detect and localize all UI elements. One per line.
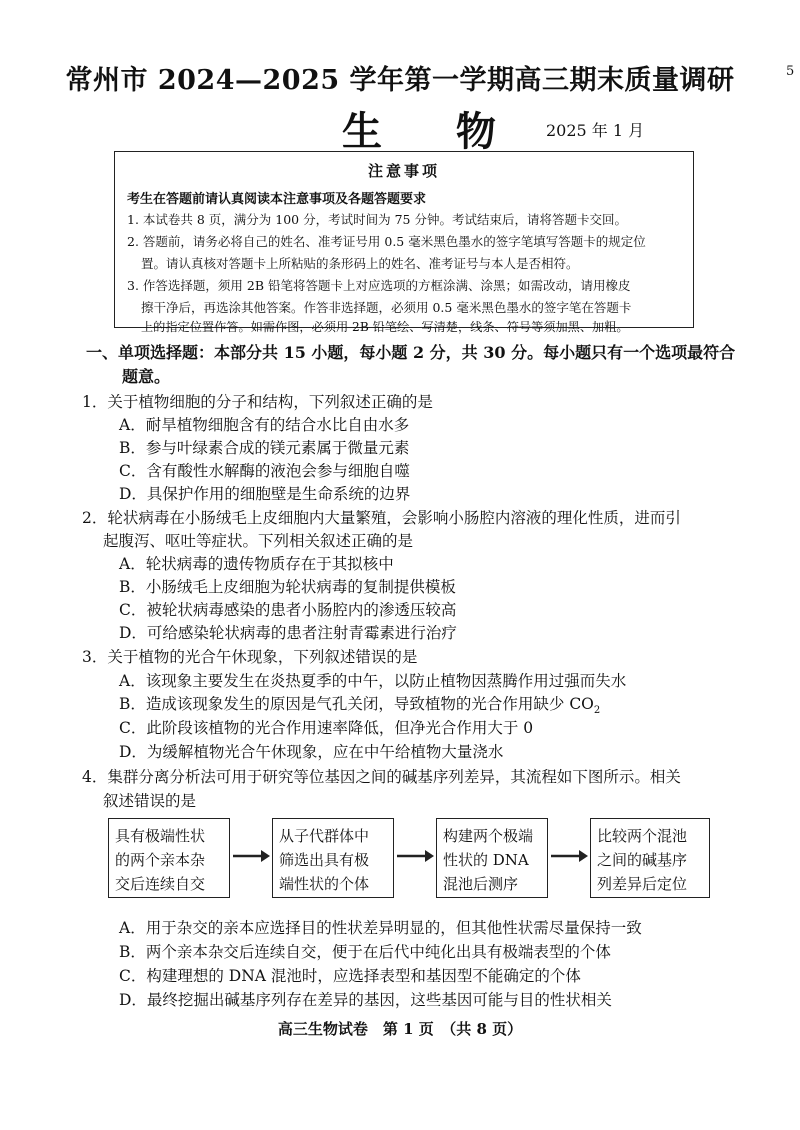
question-4-option-a: A．用于杂交的亲本应选择目的性状差异明显的，但其他性状需尽量保持一致 [119, 919, 642, 937]
section-heading: 一、单项选择题：本部分共 15 小题，每小题 2 分，共 30 分。每小题只有一个选项最符合 [86, 343, 736, 362]
flow-step-4 [590, 818, 710, 898]
exam-date: 2025 年 1 月 [546, 121, 645, 140]
flow-step-3-line: 混池后测序 [443, 875, 519, 893]
question-2-stem: 2．轮状病毒在小肠绒毛上皮细胞内大量繁殖，会影响小肠腔内溶液的理化性质，进而引 [82, 509, 681, 527]
flow-step-1 [108, 818, 230, 898]
question-4-option-c: C．构建理想的 DNA 混池时，应选择表型和基因型不能确定的个体 [119, 967, 581, 985]
flow-step-4-line: 之间的碱基序 [597, 851, 688, 869]
flow-step-1-line: 的两个亲本杂 [115, 851, 206, 869]
notice-line: 2. 答题前，请务必将自己的姓名、准考证号用 0.5 毫米黑色墨水的签字笔填写答题卡的规定位 [127, 234, 646, 249]
flow-arrow-1 [231, 846, 271, 866]
flow-step-1-line: 交后连续自交 [115, 875, 206, 893]
question-1-option-d: D．具保护作用的细胞壁是生命系统的边界 [119, 485, 411, 503]
flow-step-2-line: 筛选出具有极 [279, 851, 370, 869]
subscript: 2 [593, 705, 601, 717]
page-corner-mark: 5 [786, 64, 795, 79]
question-3-option-b [119, 692, 600, 716]
flow-step-3-line: 性状的 DNA [443, 851, 529, 869]
section-heading-cont: 题意。 [122, 367, 171, 386]
flow-step-2-line: 端性状的个体 [279, 875, 370, 893]
question-4-stem: 4．集群分离分析法可用于研究等位基因之间的碱基序列差异，其流程如下图所示。相关 [82, 768, 681, 786]
question-1-option-c: C．含有酸性水解酶的液泡会参与细胞自噬 [119, 462, 410, 480]
flow-step-4-line: 列差异后定位 [597, 875, 688, 893]
question-3-stem: 3．关于植物的光合午休现象，下列叙述错误的是 [82, 648, 418, 666]
flow-step-3-line: 构建两个极端 [443, 827, 534, 845]
question-4-option-d: D．最终挖掘出碱基序列存在差异的基因，这些基因可能与目的性状相关 [119, 991, 612, 1009]
question-2-option-a: A．轮状病毒的遗传物质存在于其拟核中 [119, 555, 394, 573]
notice-line: 擦干净后，再选涂其他答案。作答非选择题，必须用 0.5 毫米黑色墨水的签字笔在答题卡 [141, 300, 632, 315]
option-text: B．造成该现象发生的原因是气孔关闭，导致植物的光合作用缺少 CO [119, 695, 594, 713]
flow-step-3 [436, 818, 548, 898]
question-1-stem: 1．关于植物细胞的分子和结构，下列叙述正确的是 [82, 393, 433, 411]
notice-line: 1. 本试卷共 8 页，满分为 100 分，考试时间为 75 分钟。考试结束后，请将答题卡交回。 [127, 212, 627, 227]
question-2-option-d: D．可给感染轮状病毒的患者注射青霉素进行治疗 [119, 624, 457, 642]
question-3-option-d: D．为缓解植物光合午休现象，应在中午给植物大量浇水 [119, 743, 504, 761]
flow-step-2-line: 从子代群体中 [279, 827, 370, 845]
subject-heading: 生 物 [342, 108, 526, 155]
page-footer: 高三生物试卷 第 1 页 （共 8 页） [277, 1020, 523, 1038]
question-3-option-a: A．该现象主要发生在炎热夏季的中午，以防止植物因蒸腾作用过强而失水 [119, 672, 627, 690]
notice-box [114, 151, 694, 334]
question-2-option-c: C．被轮状病毒感染的患者小肠腔内的渗透压较高 [119, 601, 457, 619]
notice-heading: 注意事项 [367, 162, 440, 180]
question-3-option-c: C．此阶段该植物的光合作用速率降低，但净光合作用大于 0 [119, 719, 534, 737]
notice-line: 置。请认真核对答题卡上所粘贴的条形码上的姓名、准考证号与本人是否相符。 [141, 256, 579, 271]
question-2-stem-cont: 起腹泻、呕吐等症状。下列相关叙述正确的是 [103, 532, 414, 550]
question-1-option-b: B．参与叶绿素合成的镁元素属于微量元素 [119, 439, 410, 457]
flow-step-2 [272, 818, 394, 898]
question-2-option-b: B．小肠绒毛上皮细胞为轮状病毒的复制提供模板 [119, 578, 456, 596]
notice-line: 3. 作答选择题，须用 2B 铅笔将答题卡上对应选项的方框涂满、涂黑；如需改动，请用橡皮 [127, 278, 631, 293]
flow-step-4-line: 比较两个混池 [597, 827, 688, 845]
flow-arrow-3 [549, 846, 589, 866]
exam-title: 常州市 2024—2025 学年第一学期高三期末质量调研 [65, 65, 735, 96]
flow-arrow-2 [395, 846, 435, 866]
notice-intro: 考生在答题前请认真阅读本注意事项及各题答题要求 [127, 192, 427, 207]
question-1-option-a: A．耐旱植物细胞含有的结合水比自由水多 [119, 416, 410, 434]
notice-line: 上的指定位置作答。如需作图，必须用 2B 铅笔绘、写清楚，线条、符号等须加黑、加粗。 [141, 320, 629, 334]
question-4-stem-cont: 叙述错误的是 [103, 792, 197, 810]
flow-step-1-line: 具有极端性状 [115, 827, 206, 845]
question-4-option-b: B．两个亲本杂交后连续自交，便于在后代中纯化出具有极端表型的个体 [119, 943, 611, 961]
